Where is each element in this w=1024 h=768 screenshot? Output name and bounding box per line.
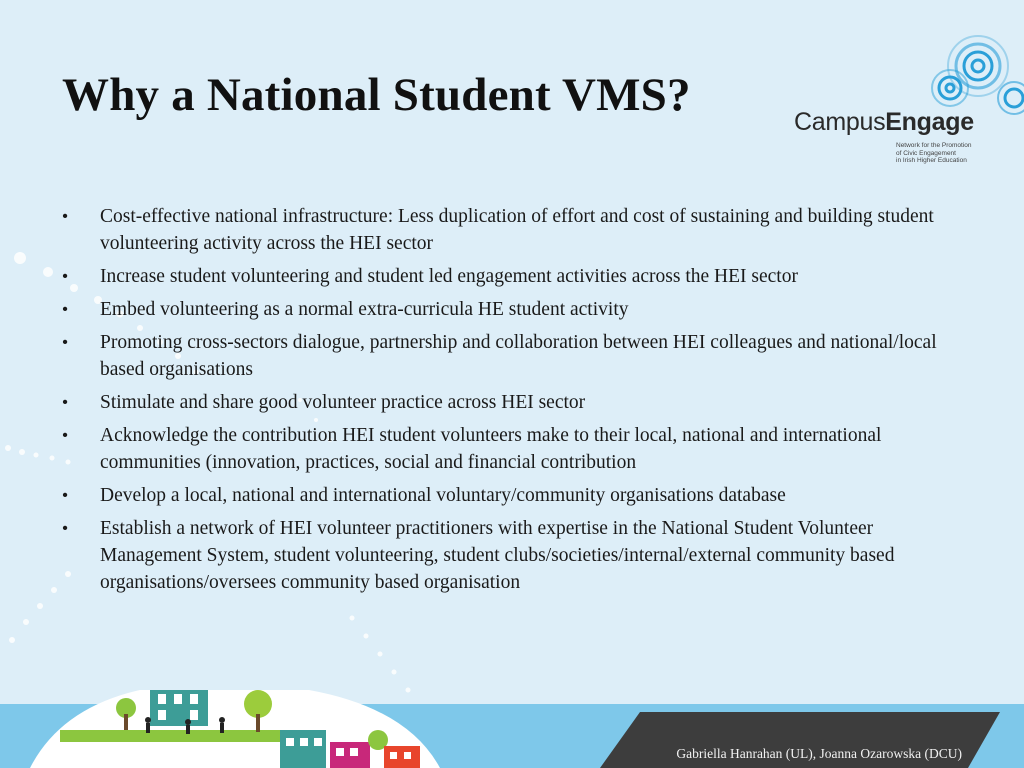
town-illustration: [30, 690, 440, 768]
campus-engage-logo: [790, 34, 1024, 174]
bullet-list: [58, 203, 968, 602]
bullet-item: [58, 389, 968, 416]
logo-wordmark-campus: Campus: [794, 108, 886, 136]
bullet-item: [58, 203, 968, 257]
footer-credits: Gabriella Hanrahan (UL), Joanna Ozarowska (DCU): [676, 746, 962, 761]
bullet-text: Establish a network of HEI volunteer practitioners with expertise in the National Student Volunteer Management System, student volunteering, student clubs/societies/internal/external community based organisations/oversees community based organisation: [100, 518, 895, 593]
bullet-marker: •: [62, 394, 68, 411]
bullet-text: Increase student volunteering and student led engagement activities across the HEI sector: [100, 266, 798, 287]
bullet-marker: •: [62, 208, 68, 225]
bullet-item: [58, 329, 968, 383]
bullet-item: [58, 263, 968, 290]
logo-tagline-line: Network for the Promotion: [896, 142, 972, 149]
bullet-text: Embed volunteering as a normal extra-curricula HE student activity: [100, 299, 629, 320]
bullet-item: [58, 296, 968, 323]
bullet-item: [58, 422, 968, 476]
logo-tagline-line: of Civic Engagement: [896, 149, 956, 157]
bullet-marker: •: [62, 334, 68, 351]
bullet-text: Cost-effective national infrastructure: Less duplication of effort and cost of sustaining and building student volunteering activity across the HEI sector: [100, 206, 934, 254]
bullet-marker: •: [62, 520, 68, 537]
bullet-marker: •: [62, 268, 68, 285]
logo-tagline-line: in Irish Higher Education: [896, 157, 967, 164]
bullet-text: Develop a local, national and international voluntary/community organisations database: [100, 485, 786, 506]
logo-wordmark: [794, 108, 974, 137]
bullet-marker: •: [62, 427, 68, 444]
bullet-item: [58, 482, 968, 509]
bullet-text: Stimulate and share good volunteer practice across HEI sector: [100, 392, 586, 413]
bullet-marker: •: [62, 301, 68, 318]
logo-tagline: [896, 142, 1016, 165]
bullet-item: [58, 515, 968, 596]
slide-title: Why a National Student VMS?: [62, 69, 691, 121]
bullet-text: Acknowledge the contribution HEI student volunteers make to their local, national and international communities (innovation, practices, social and financial contribution: [100, 425, 882, 473]
bullet-marker: •: [62, 487, 68, 504]
bullet-text: Promoting cross-sectors dialogue, partnership and collaboration between HEI colleagues and national/local based organisations: [100, 332, 937, 380]
logo-wordmark-engage: Engage: [885, 108, 974, 136]
